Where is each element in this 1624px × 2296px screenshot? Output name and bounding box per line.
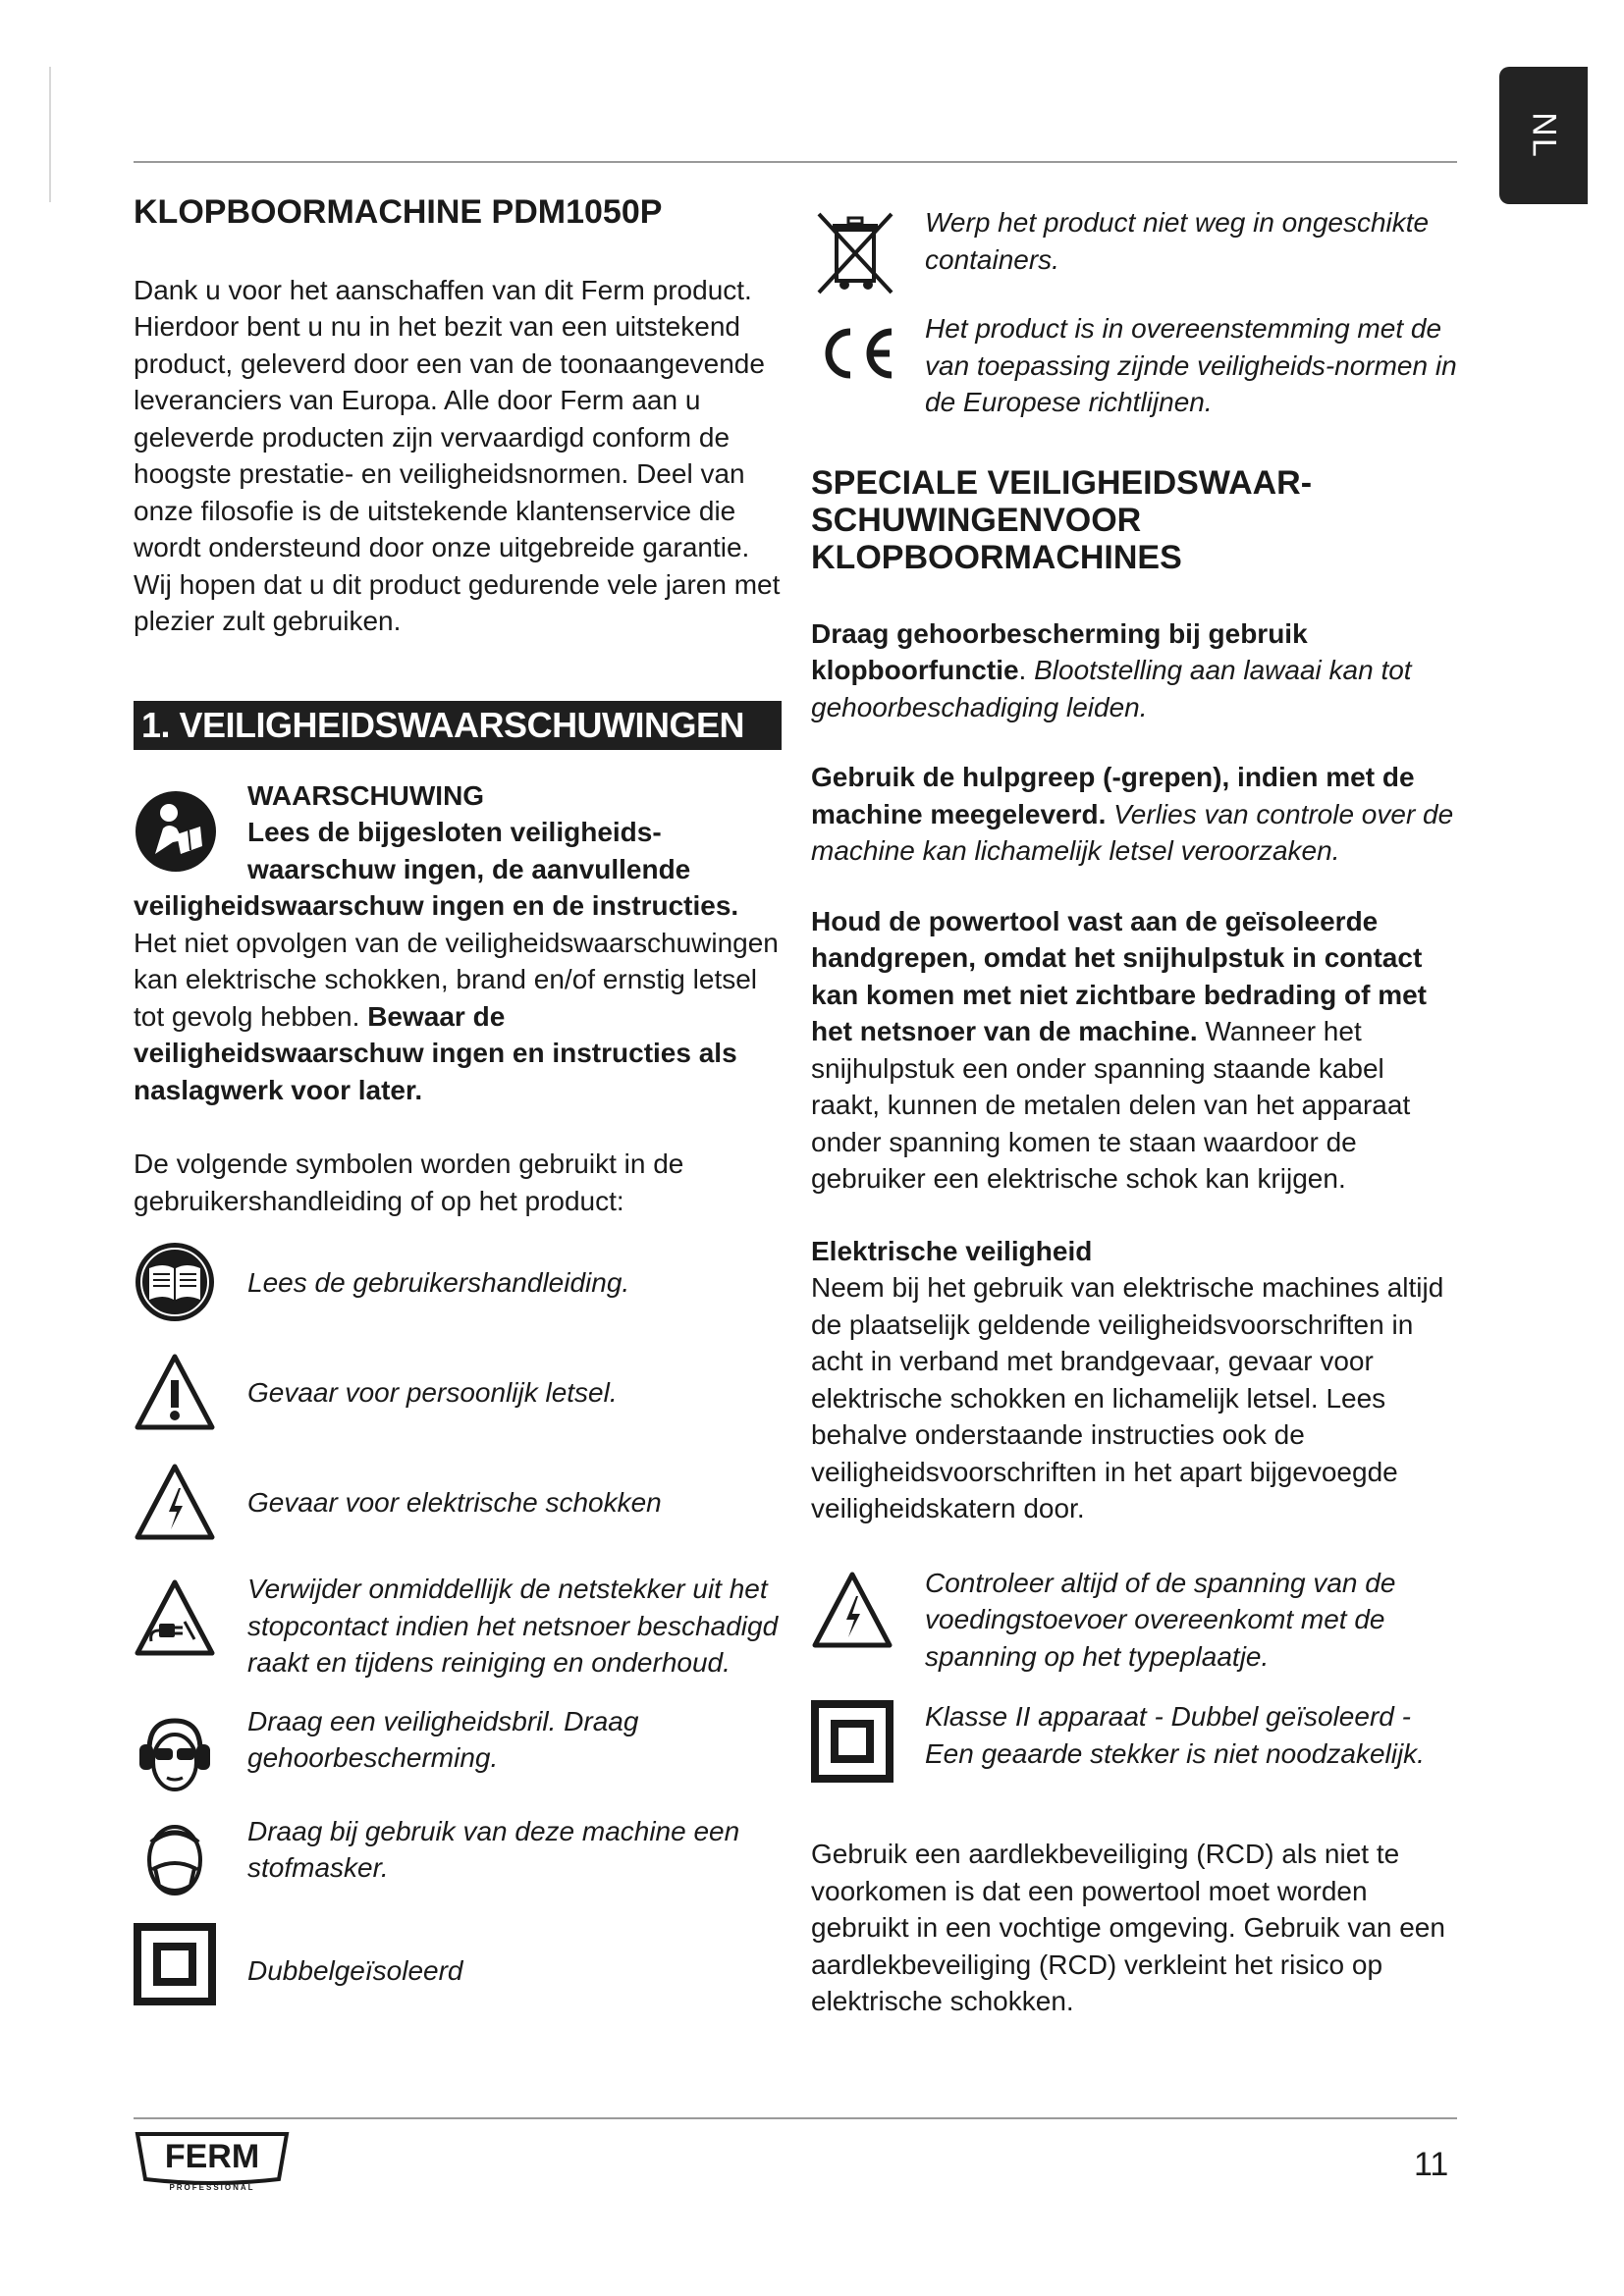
language-tab-label: NL <box>1525 112 1563 159</box>
symbol-row <box>811 310 1459 421</box>
logo-text: FERM <box>164 2138 260 2175</box>
page-number: 11 <box>1414 2146 1449 2183</box>
language-tab <box>1499 67 1588 204</box>
goggles-earmuffs-icon <box>134 1711 216 1793</box>
symbol-text: Controleer altijd of de spanning van de voedingstoevoer overeenkomt met de spanning op het typeplaatje. <box>925 1567 1396 1672</box>
warning-triangle-icon <box>134 1351 216 1433</box>
left-column <box>134 192 782 2005</box>
electric-shock-icon <box>811 1569 893 1651</box>
symbols-intro: De volgende symbolen worden gebruikt in de gebruikershandleiding of op het product: <box>134 1148 684 1216</box>
symbol-row <box>811 1565 1459 1676</box>
page-title: KLOPBOORMACHINE PDM1050P <box>134 193 663 231</box>
symbol-text: Lees de gebruikershandleiding. <box>247 1267 630 1299</box>
read-manual-icon <box>134 789 218 874</box>
symbol-row <box>811 1698 1459 1781</box>
symbol-text: Draag een veiligheidsbril. Draag gehoorbescherming. <box>247 1705 639 1774</box>
symbol-row <box>134 1241 782 1323</box>
header-divider <box>134 161 1457 163</box>
insulated-grip-paragraph: Houd de powertool vast aan de geïsoleerde handgrepen, omdat het snijhulpstuk in contact kan komen met niet zichtbare bedrading of met het netsnoer van de machine. Wanneer het snijhulpstuk een onder spanning staande kabel raakt, kunnen de metalen delen van het apparaat onder spanning komen te staan waardoor de gebruiker een elektrische schok kan krijgen. <box>811 905 1428 1194</box>
symbol-text: Klasse II apparaat - Dubbel geïsoleerd - Een geaarde stekker is niet noodzakelijk. <box>925 1701 1425 1769</box>
warning-line-1: Lees de bijgesloten veiligheids- <box>247 817 662 848</box>
ferm-logo <box>134 2128 291 2193</box>
manual-icon <box>134 1241 216 1323</box>
symbol-row <box>134 1571 782 1682</box>
special-warnings-heading: SPECIALE VEILIGHEIDSWAAR- SCHUWINGENVOOR KLOPBOORMACHINES <box>811 463 1313 576</box>
symbol-text: Gevaar voor persoonlijk letsel. <box>247 1377 618 1409</box>
symbol-text: Dubbelgeïsoleerd <box>247 1954 463 1986</box>
warning-line-2: waarschuw ingen, de aanvullende <box>247 853 691 884</box>
symbol-row <box>134 1351 782 1433</box>
symbol-row <box>134 1923 782 2005</box>
hearing-protection-paragraph: Draag gehoorbescherming bij gebruik klopboorfunctie. Blootstelling aan lawaai kan tot gehoorbeschadiging leiden. <box>811 617 1412 722</box>
symbol-text: Werp het product niet weg in ongeschikte containers. <box>925 207 1430 275</box>
symbol-text: Draag bij gebruik van deze machine een stofmasker. <box>247 1815 740 1884</box>
symbol-text: Verwijder onmiddellijk de netstekker uit het stopcontact indien het netsnoer beschadigd raakt en tijdens reiniging en onderhoud. <box>247 1574 779 1679</box>
electric-shock-icon <box>134 1461 216 1543</box>
symbol-row <box>134 1461 782 1543</box>
warning-body: veiligheidswaarschuw ingen en de instructies. Het niet opvolgen van de veiligheidswaarschuwingen kan elektrische schokken, brand en/of ernstig letsel tot gevolg hebben. Bewaar de veiligheidswaarschuw ingen en instructies als naslagwerk voor later. <box>134 890 779 1105</box>
double-insulated-icon <box>811 1700 893 1783</box>
margin-rule <box>49 67 51 202</box>
unplug-icon <box>134 1576 216 1659</box>
symbol-text: Gevaar voor elektrische schokken <box>247 1487 662 1519</box>
intro-paragraph: Dank u voor het aanschaffen van dit Ferm product. Hierdoor bent u nu in het bezit van een uitstekend product, geleverd door een van de toonaangevende leveranciers van Europa. Alle door Ferm aan u geleverde producten zijn vervaardigd conform de hoogste prestatie- en veiligheidsnormen. Deel van onze filosofie is de uitstekende klantenservice die wordt ondersteund door onze uitgebreide garantie. Wij hopen dat u dit product gedurende vele jaren met plezier zult gebruiken. <box>134 274 781 637</box>
electrical-safety-text: Neem bij het gebruik van elektrische machines altijd de plaatselijk geldende veiligheidsvoorschriften in acht in verband met brandgevaar, gevaar voor elektrische schokken en lichamelijk letsel. Lees behalve onderstaande instructies ook de veiligheidsvoorschriften in het apart bijgevoegde veiligheidskatern door. <box>811 1272 1444 1523</box>
symbol-text: Het product is in overeenstemming met de van toepassing zijnde veiligheids-normen in de Europese richtlijnen. <box>925 313 1457 417</box>
warning-block <box>134 777 782 1109</box>
logo-subtext: PROFESSIONAL <box>169 2183 255 2192</box>
double-insulated-icon <box>134 1923 216 2005</box>
footer-divider <box>134 2117 1457 2119</box>
electrical-safety-heading: Elektrische veiligheid <box>811 1235 1093 1266</box>
symbol-row <box>134 1813 782 1896</box>
warning-heading: WAARSCHUWING <box>247 779 485 811</box>
crossed-bin-icon <box>811 208 899 296</box>
symbol-row <box>134 1703 782 1786</box>
dust-mask-icon <box>134 1819 216 1901</box>
auxiliary-handle-paragraph: Gebruik de hulpgreep (-grepen), indien met de machine meegeleverd. Verlies van controle over de machine kan lichamelijk letsel veroorzaken. <box>811 762 1454 866</box>
section-title: 1. VEILIGHEIDSWAARSCHUWINGEN <box>134 701 782 750</box>
ce-mark-icon <box>811 310 899 399</box>
rcd-paragraph: Gebruik een aardlekbeveiliging (RCD) als niet te voorkomen is dat een powertool moet worden gebruikt in een vochtige omgeving. Gebruik van een aardlekbeveiliging (RCD) verkleint het risico op elektrische schokken. <box>811 1839 1445 2016</box>
right-column <box>811 204 1459 2020</box>
symbol-row <box>811 204 1459 287</box>
